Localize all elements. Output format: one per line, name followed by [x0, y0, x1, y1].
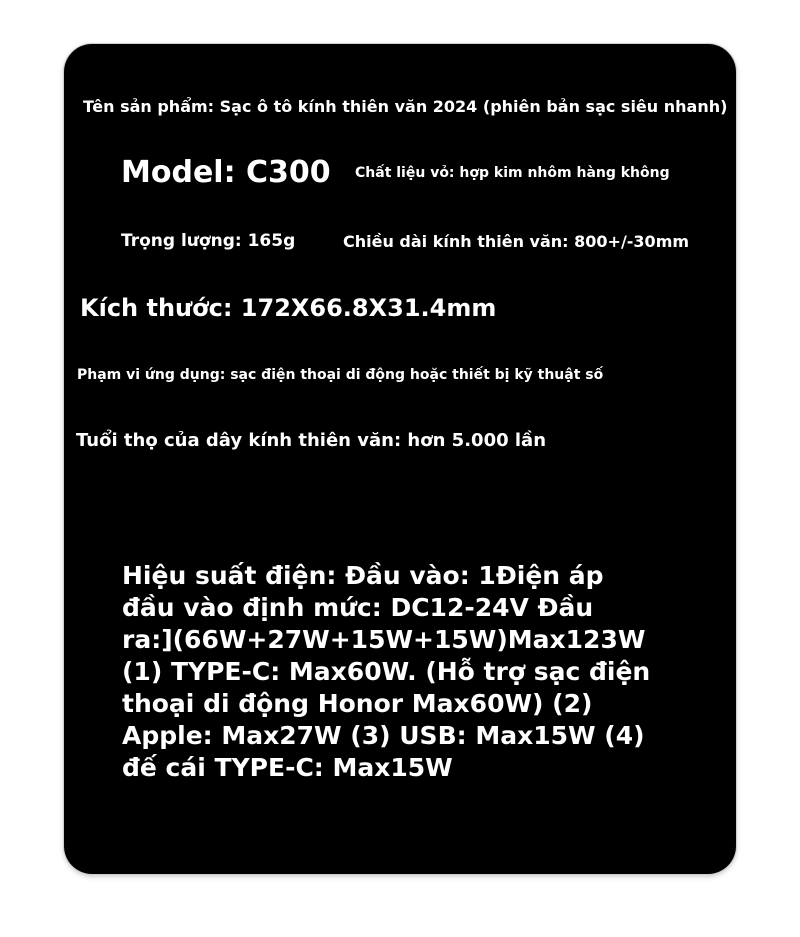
electrical-line: thoại di động Honor Max60W) (2)	[122, 689, 593, 718]
electrical-line: Hiệu suất điện: Đầu vào: 1Điện áp	[122, 561, 604, 590]
electrical-line: Apple: Max27W (3) USB: Max15W (4)	[122, 721, 645, 750]
dimensions: Kích thước: 172X66.8X31.4mm	[80, 294, 497, 322]
shell-material: Chất liệu vỏ: hợp kim nhôm hàng không	[355, 165, 670, 181]
electrical-line: ra:](66W+27W+15W+15W)Max123W	[122, 625, 646, 654]
electrical-line: đầu vào định mức: DC12-24V Đầu	[122, 593, 594, 622]
electrical-performance	[122, 560, 702, 784]
cable-lifetime: Tuổi thọ của dây kính thiên văn: hơn 5.000 lần	[76, 430, 547, 451]
application-scope: Phạm vi ứng dụng: sạc điện thoại di động hoặc thiết bị kỹ thuật số	[77, 367, 604, 383]
product-name: Tên sản phẩm: Sạc ô tô kính thiên văn 2024 (phiên bản sạc siêu nhanh)	[83, 97, 728, 116]
model-number: Model: C300	[121, 155, 331, 190]
cable-length: Chiều dài kính thiên văn: 800+/-30mm	[343, 232, 690, 251]
weight: Trọng lượng: 165g	[121, 231, 296, 251]
electrical-line: đế cái TYPE-C: Max15W	[122, 753, 453, 782]
electrical-line: (1) TYPE-C: Max60W. (Hỗ trợ sạc điện	[122, 657, 651, 686]
